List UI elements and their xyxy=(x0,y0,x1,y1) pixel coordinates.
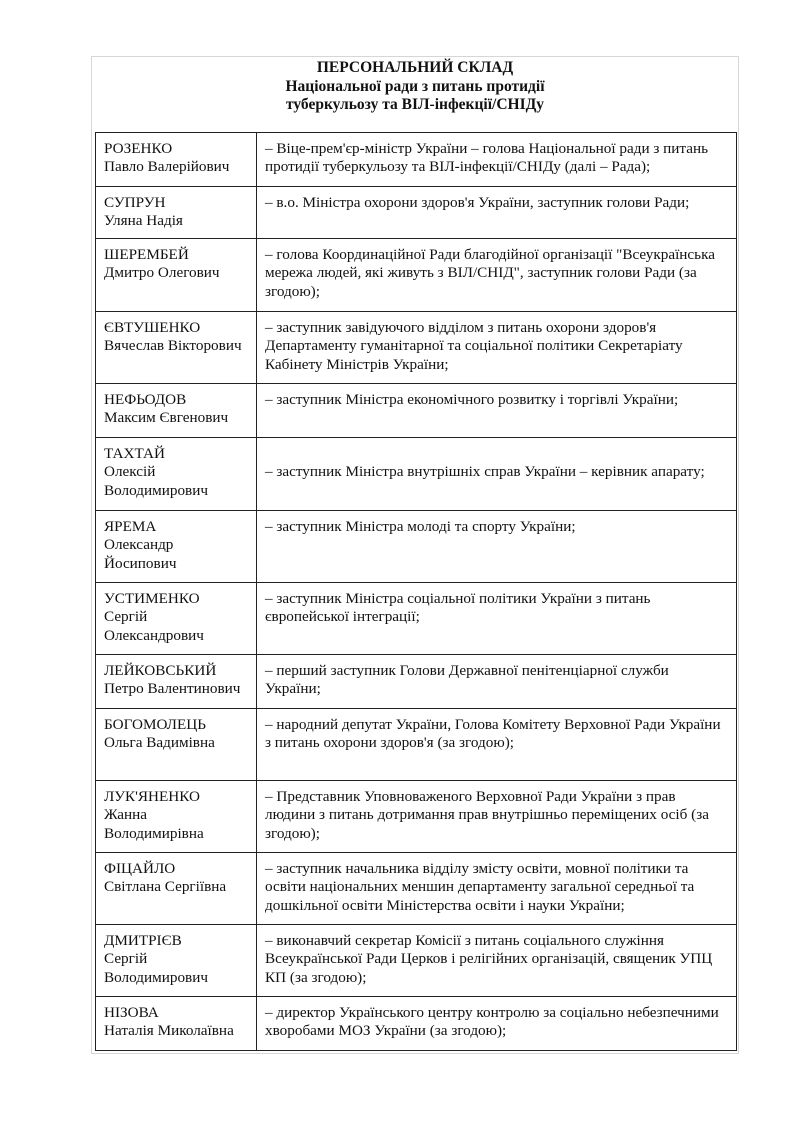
member-role: – в.о. Міністра охорони здоров'я України, заступник голови Ради; xyxy=(265,194,690,211)
member-role-cell xyxy=(257,709,737,781)
member-given-name: Ольга Вадимівна xyxy=(104,734,215,752)
member-role: – перший заступник Голови Державної пенітенціарної служби України; xyxy=(265,662,669,698)
member-role-cell xyxy=(257,997,737,1051)
member-surname: ЛЕЙКОВСЬКИЙ xyxy=(104,662,217,679)
member-given-name: Жанна xyxy=(104,806,147,824)
title-line-1: ПЕРСОНАЛЬНИЙ СКЛАД xyxy=(316,59,514,76)
member-role-cell xyxy=(257,438,737,511)
member-name-cell xyxy=(96,438,257,511)
table-row xyxy=(96,781,737,853)
member-given-name: Олексій xyxy=(104,463,156,481)
member-given-name: Світлана Сергіївна xyxy=(104,878,227,896)
table-row xyxy=(96,133,737,187)
member-name-cell xyxy=(96,781,257,853)
title-line-2: Національної ради з питань протидії xyxy=(285,77,545,95)
document-title xyxy=(92,59,738,115)
member-role-cell xyxy=(257,925,737,997)
member-name-cell xyxy=(96,187,257,239)
table-row xyxy=(96,384,737,438)
member-name-cell xyxy=(96,709,257,781)
member-surname: ТАХТАЙ xyxy=(104,445,165,462)
member-surname: ЛУК'ЯНЕНКО xyxy=(104,788,200,805)
member-role: – заступник Міністра молоді та спорту України; xyxy=(265,518,576,535)
table-row xyxy=(96,312,737,384)
member-patronymic: Йосипович xyxy=(104,554,177,572)
member-name-cell xyxy=(96,384,257,438)
member-given-name: Вячеслав Вікторович xyxy=(104,337,242,355)
member-role: – заступник Міністра соціальної політики України з питань європейської інтеграції; xyxy=(265,590,651,626)
member-role: – директор Українського центру контролю за соціально небезпечними хворобами МОЗ України (за згодою); xyxy=(265,1004,719,1040)
member-surname: УСТИМЕНКО xyxy=(104,590,200,607)
member-surname: ЄВТУШЕНКО xyxy=(104,319,201,336)
member-role-cell xyxy=(257,239,737,312)
member-surname: НІЗОВА xyxy=(104,1004,159,1021)
member-name-cell xyxy=(96,312,257,384)
member-role-cell xyxy=(257,853,737,925)
member-surname: НЕФЬОДОВ xyxy=(104,391,187,408)
table-row xyxy=(96,997,737,1051)
member-given-name: Уляна Надія xyxy=(104,212,183,230)
member-patronymic: Володимирівна xyxy=(104,824,204,842)
member-role: – голова Координаційної Ради благодійної організації "Всеукраїнська мережа людей, які живуть з ВІЛ/СНІД", заступник голови Ради (за згодою); xyxy=(265,246,715,300)
member-surname: ЯРЕМА xyxy=(104,518,157,535)
member-surname: РОЗЕНКО xyxy=(104,140,173,157)
member-name-cell xyxy=(96,925,257,997)
member-name-cell xyxy=(96,853,257,925)
member-name-cell xyxy=(96,583,257,655)
member-patronymic: Олександрович xyxy=(104,626,204,644)
member-surname: ШЕРЕМБЕЙ xyxy=(104,246,189,263)
member-surname: БОГОМОЛЕЦЬ xyxy=(104,716,206,733)
member-given-name: Павло Валерійович xyxy=(104,158,230,176)
table-row xyxy=(96,655,737,709)
title-line-3: туберкульозу та ВІЛ-інфекції/СНІДу xyxy=(285,96,545,113)
member-role: – Представник Уповноваженого Верховної Ради України з прав людини з питань дотримання прав внутрішньо переміщених осіб (за згодою); xyxy=(265,788,709,842)
member-given-name: Сергій xyxy=(104,608,148,626)
table-row xyxy=(96,583,737,655)
member-role: – виконавчий секретар Комісії з питань соціального служіння Всеукраїнської Ради Церков і релігійних організацій, священик УПЦ КП (за згодою); xyxy=(265,932,713,986)
member-name-cell xyxy=(96,655,257,709)
member-role-cell xyxy=(257,583,737,655)
member-surname: ДМИТРІЄВ xyxy=(104,932,182,949)
member-given-name: Дмитро Олегович xyxy=(104,264,220,282)
member-name-cell xyxy=(96,239,257,312)
member-name-cell xyxy=(96,511,257,583)
table-row xyxy=(96,709,737,781)
member-role: – заступник начальника відділу змісту освіти, мовної політики та освіти національних меншин департаменту загальної середньої та дошкільної освіти Міністерства освіти і науки України; xyxy=(265,860,695,914)
member-role: – заступник Міністра внутрішніх справ України – керівник апарату; xyxy=(265,463,705,480)
member-given-name: Максим Євгенович xyxy=(104,409,229,427)
member-role: – народний депутат України, Голова Комітету Верховної Ради України з питань охорони здоров'я (за згодою); xyxy=(265,716,721,752)
member-role: – Віце-прем'єр-міністр України – голова Національної ради з питань протидії туберкульозу та ВІЛ-інфекції/СНІДу (далі – Рада); xyxy=(265,140,709,176)
member-role-cell xyxy=(257,781,737,853)
member-role: – заступник завідуючого відділом з питань охорони здоров'я Департаменту гуманітарної та соціальної політики Секретаріату Кабінету Міністрів України; xyxy=(265,319,683,373)
member-patronymic: Володимирович xyxy=(104,481,208,499)
table-row xyxy=(96,239,737,312)
member-role-cell xyxy=(257,655,737,709)
members-table xyxy=(95,132,737,1051)
member-role-cell xyxy=(257,312,737,384)
member-given-name: Сергій xyxy=(104,950,148,968)
member-given-name: Петро Валентинович xyxy=(104,680,241,698)
member-role-cell xyxy=(257,384,737,438)
member-name-cell xyxy=(96,133,257,187)
table-row xyxy=(96,925,737,997)
member-role: – заступник Міністра економічного розвитку і торгівлі України; xyxy=(265,391,679,408)
member-role-cell xyxy=(257,133,737,187)
table-row xyxy=(96,853,737,925)
member-surname: СУПРУН xyxy=(104,194,166,211)
member-given-name: Олександр xyxy=(104,536,174,554)
member-given-name: Наталія Миколаївна xyxy=(104,1022,234,1040)
member-patronymic: Володимирович xyxy=(104,968,208,986)
table-row xyxy=(96,187,737,239)
member-role-cell xyxy=(257,187,737,239)
table-row xyxy=(96,511,737,583)
member-surname: ФІЦАЙЛО xyxy=(104,860,176,877)
table-row xyxy=(96,438,737,511)
member-role-cell xyxy=(257,511,737,583)
member-name-cell xyxy=(96,997,257,1051)
